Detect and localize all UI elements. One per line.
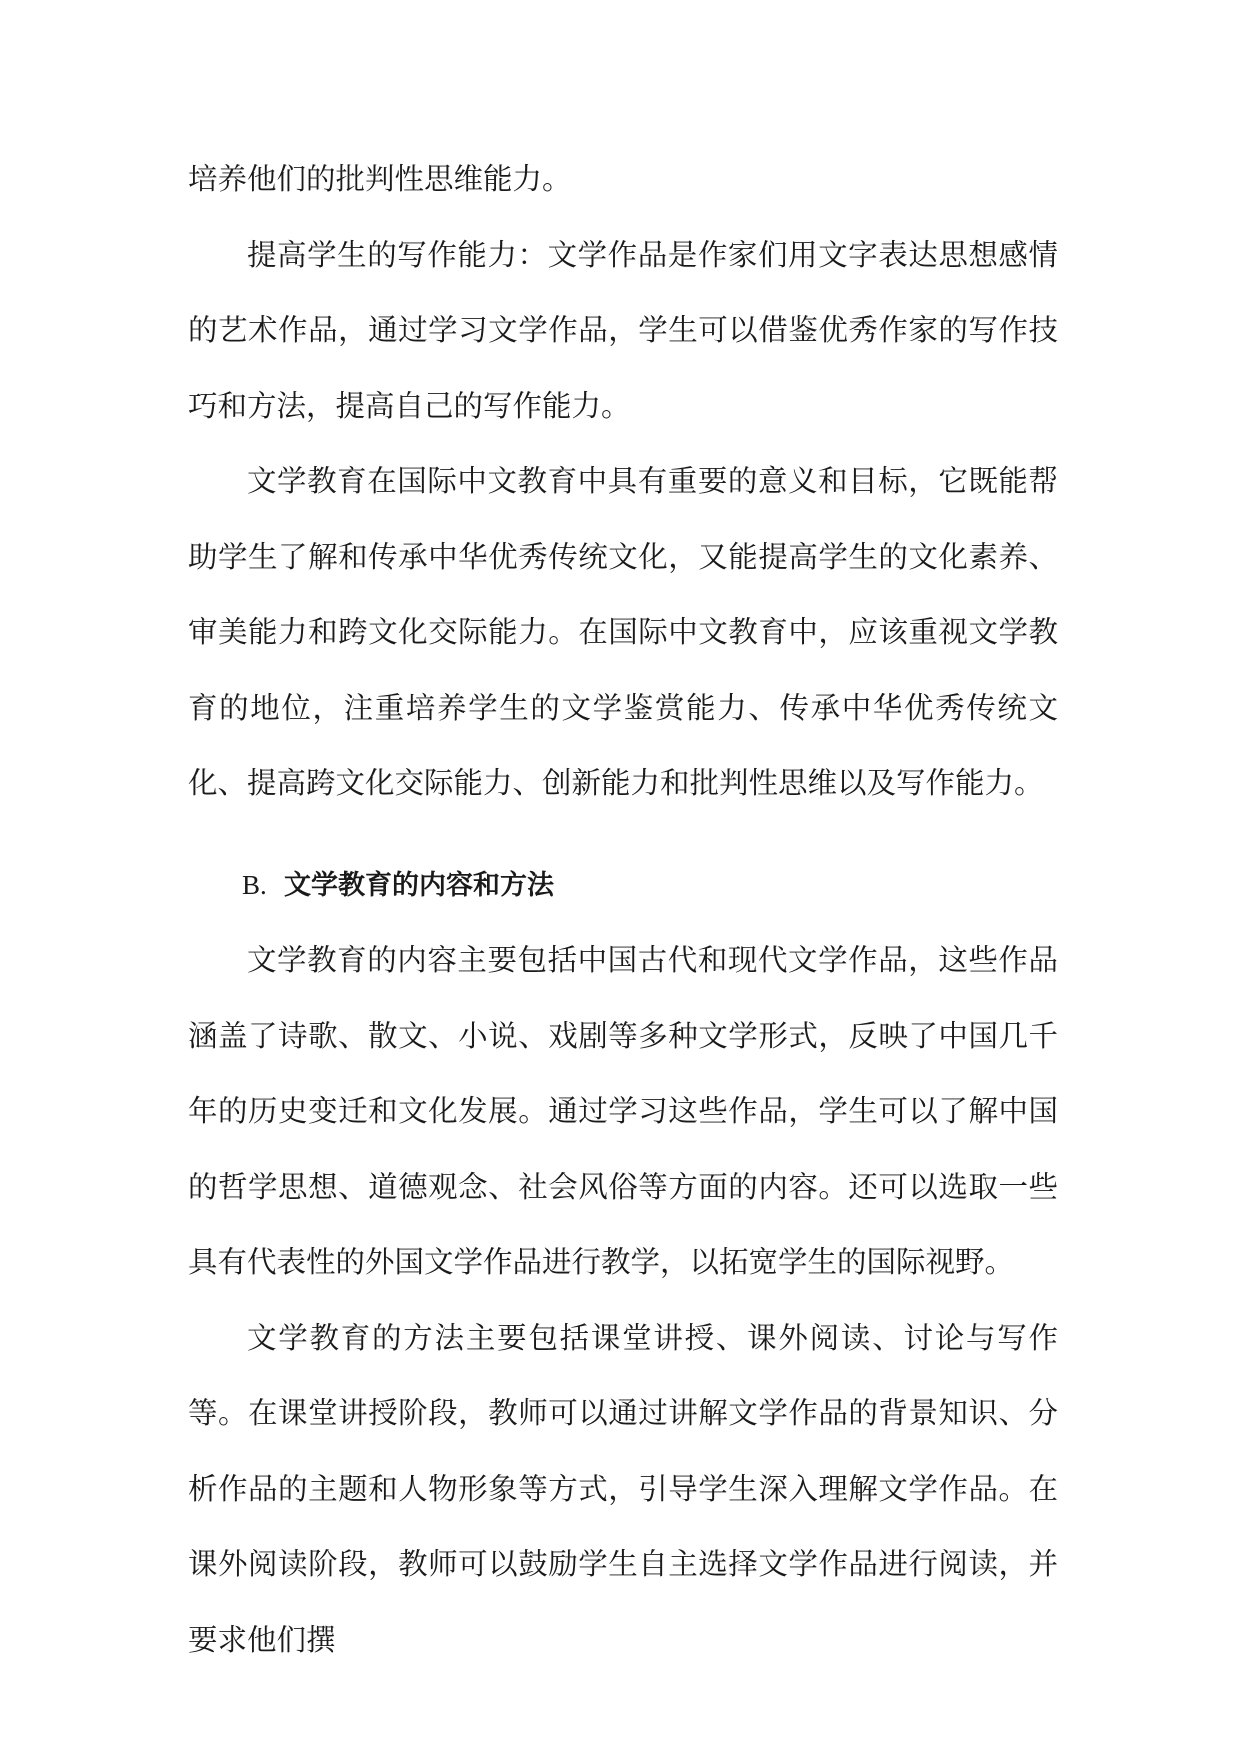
section-title: 文学教育的内容和方法 [284, 869, 554, 901]
section-heading [188, 822, 1058, 924]
paragraph-methods: 文学教育的方法主要包括课堂讲授、课外阅读、讨论与写作等。在课堂讲授阶段，教师可以通过讲解文学作品的背景知识、分析作品的主题和人物形象等方式，引导学生深入理解文学作品。在课外阅读阶段，教师可以鼓励学生自主选择文学作品进行阅读，并要求他们撰 [188, 1320, 1058, 1657]
paragraph-continued: 培养他们的批判性思维能力。 [188, 162, 572, 196]
paragraph-content: 文学教育的内容主要包括中国古代和现代文学作品，这些作品涵盖了诗歌、散文、小说、戏剧等多种文学形式，反映了中国几千年的历史变迁和文化发展。通过学习这些作品，学生可以了解中国的哲学思想、道德观念、社会风俗等方面的内容。还可以选取一些具有代表性的外国文学作品进行教学，以拓宽学生的国际视野。 [188, 943, 1058, 1279]
paragraph-significance: 文学教育在国际中文教育中具有重要的意义和目标，它既能帮助学生了解和传承中华优秀传统文化，又能提高学生的文化素养、审美能力和跨文化交际能力。在国际中文教育中，应该重视文学教育的地位，注重培养学生的文学鉴赏能力、传承中华优秀传统文化、提高跨文化交际能力、创新能力和批判性思维以及写作能力。 [188, 464, 1058, 800]
document-body [188, 142, 1058, 1678]
section-number: B. [242, 869, 267, 900]
paragraph-writing-ability: 提高学生的写作能力：文学作品是作家们用文字表达思想感情的艺术作品，通过学习文学作品，学生可以借鉴优秀作家的写作技巧和方法，提高自己的写作能力。 [188, 237, 1058, 423]
